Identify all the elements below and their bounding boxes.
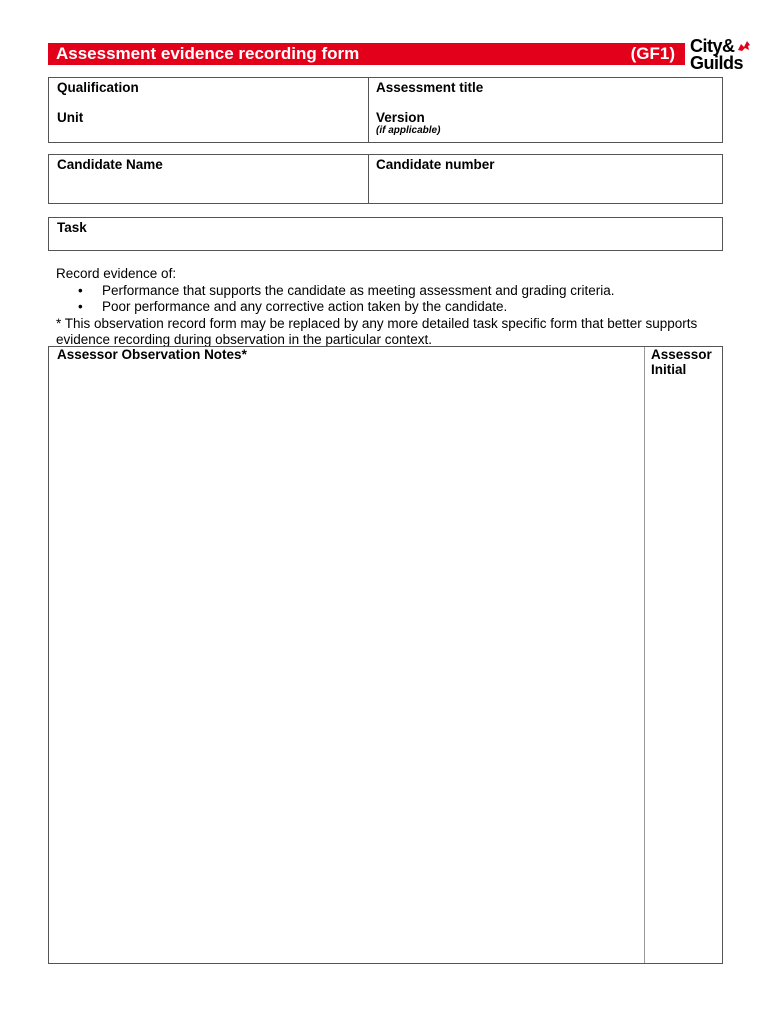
bullet-icon: • <box>78 282 83 298</box>
bullet-icon: • <box>78 299 83 314</box>
candidate-number-label: Candidate number <box>376 157 495 172</box>
qualification-column-divider <box>368 78 369 142</box>
instructions-block <box>56 266 736 349</box>
qualification-label: Qualification <box>57 80 139 95</box>
task-section <box>48 217 723 251</box>
candidate-column-divider <box>368 155 369 203</box>
candidate-section <box>48 154 723 204</box>
city-and-guilds-logo <box>690 36 752 74</box>
instructions-note: * This observation record form may be replaced by any more detailed task specific form that better supports evidence recording during observation in the particular context. <box>56 315 698 347</box>
unit-label: Unit <box>57 110 84 125</box>
logo-text-line2: Guilds <box>690 53 744 73</box>
dragon-emblem-icon <box>736 38 752 54</box>
instruction-bullet-text: Poor performance and any corrective action taken by the candidate. <box>102 299 508 314</box>
logo-text-line1: City& <box>690 36 735 56</box>
form-title: Assessment evidence recording form <box>56 44 360 63</box>
observation-notes-table <box>48 346 723 964</box>
qualification-section <box>48 77 723 143</box>
assessor-initial-header-line1: Assessor <box>651 347 712 362</box>
form-title-bar <box>48 43 685 65</box>
version-note: (if applicable) <box>376 125 441 136</box>
task-label: Task <box>57 220 87 235</box>
notes-column-divider <box>644 347 645 963</box>
instruction-bullet <box>56 299 736 316</box>
form-code: (GF1) <box>630 44 675 63</box>
version-label: Version <box>376 110 425 125</box>
instruction-bullet <box>56 283 736 300</box>
observation-notes-header: Assessor Observation Notes* <box>57 347 247 362</box>
candidate-name-label: Candidate Name <box>57 157 163 172</box>
instruction-bullet-text: Performance that supports the candidate as meeting assessment and grading criteria. <box>102 282 615 298</box>
assessor-initial-header-line2: Initial <box>651 362 687 377</box>
assessment-title-label: Assessment title <box>376 80 484 95</box>
instructions-intro: Record evidence of: <box>56 266 177 281</box>
